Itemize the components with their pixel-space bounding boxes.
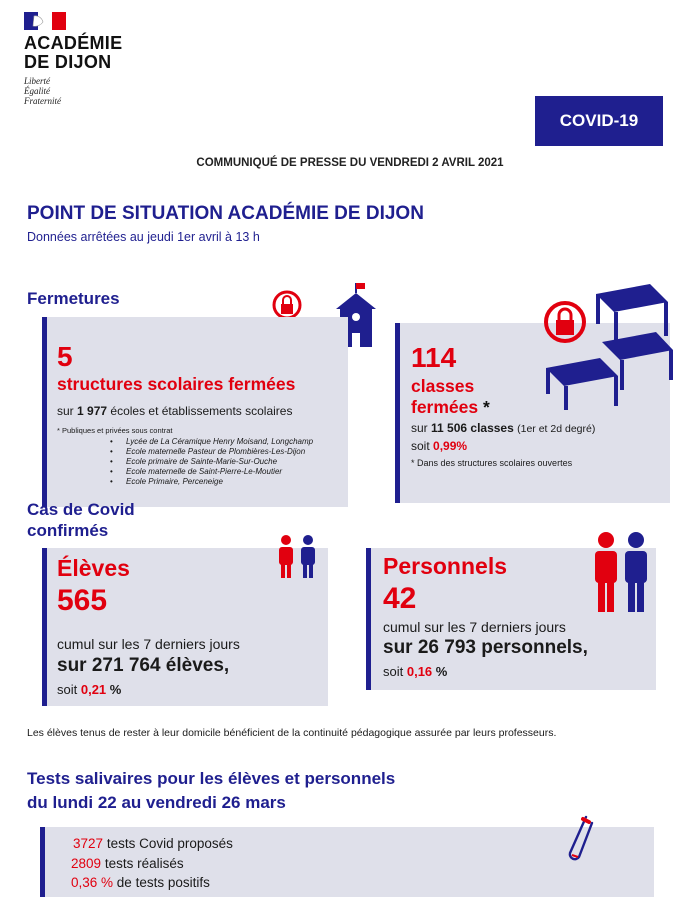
tests-positive-label: de tests positifs [116,875,210,890]
classes-label-line2: fermées [411,397,479,417]
structures-sur-suffix: écoles et établissements scolaires [110,404,293,418]
tests-done-value: 2809 [71,855,102,871]
motto-fraternite: Fraternité [24,96,61,106]
personnels-soit-value: 0,16 [406,664,433,679]
structures-total [57,404,292,418]
list-item: • Ecole primaire de Sainte-Marie-Sur-Ouche [98,457,313,467]
structures-note: * Publiques et privées sous contrat [57,426,173,435]
list-item [0,873,233,893]
list-item: • Lycée de La Céramique Henry Moisand, Longchamp [98,437,313,447]
personnels-total: sur 26 793 personnels, [383,637,588,658]
tests-positive-value: 0,36 % [71,875,114,890]
tests-list [0,834,233,893]
continuity-note: Les élèves tenus de rester à leur domicile bénéficient de la continuité pédagogique assurée par leurs professeurs. [27,727,557,739]
list-item: • Ecole Primaire, Perceneige [98,477,313,487]
list-item: • Ecole maternelle de Saint-Pierre-Le-Moutier [98,467,313,477]
staff-icon [590,532,652,616]
marianne-flag-icon [24,12,66,30]
classes-star: * [483,397,490,417]
tests-proposed-value: 3727 [73,836,104,851]
students-icon [275,534,321,580]
personnels-label: Personnels [383,553,507,579]
structures-panel-bar [42,317,47,507]
cases-heading-line1: Cas de Covid [27,500,135,519]
eleves-number: 565 [57,584,108,617]
tests-heading-line1: Tests salivaires pour les élèves et personnels [27,769,396,788]
closures-heading: Fermetures [27,289,120,308]
page-title: POINT DE SITUATION ACADÉMIE DE DIJON [27,203,424,224]
personnels-panel-bar [366,548,371,690]
classes-label-line1: classes [411,376,475,396]
tests-proposed-label: tests Covid proposés [106,836,233,851]
classes-sur-value: 11 506 classes [431,421,514,435]
classes-total [411,421,595,435]
personnels-ratio [383,664,447,679]
personnels-soit-suffix: % [435,664,448,679]
structures-sur-prefix: sur [57,404,74,418]
logo-line1: ACADÉMIE [24,33,123,53]
classes-sur-prefix: sur [411,421,428,435]
structures-sur-value: 1 977 [77,404,108,418]
tests-heading-line2: du lundi 22 au vendredi 26 mars [27,793,286,812]
eleves-soit-suffix: % [109,682,122,697]
logo-line2: DE DIJON [24,52,112,72]
structures-number: 5 [57,341,73,372]
tests-done-label: tests réalisés [104,855,184,871]
logo-motto [24,76,61,106]
closed-schools-list [80,437,313,487]
list-item [0,834,233,854]
eleves-total: sur 271 764 élèves, [57,655,230,676]
personnels-cumul: cumul sur les 7 derniers jours [383,619,566,635]
classes-soit-value: 0,99% [433,439,468,453]
logo-name [24,34,122,72]
tests-heading [27,767,395,815]
eleves-cumul: cumul sur les 7 derniers jours [57,636,240,652]
classes-soit-prefix: soit [411,439,430,453]
classes-number: 114 [411,342,457,373]
eleves-label: Élèves [57,555,130,581]
eleves-soit-prefix: soit [57,682,78,697]
structures-label: structures scolaires fermées [57,374,296,394]
page-subtitle: Données arrêtées au jeudi 1er avril à 13 h [27,230,260,244]
classes-label [411,376,490,418]
eleves-panel-bar [42,548,47,706]
press-line: COMMUNIQUÉ DE PRESSE DU VENDREDI 2 AVRIL 2021 [196,157,504,169]
personnels-soit-prefix: soit [383,664,404,679]
list-item [0,854,233,874]
closed-tables-icon [538,282,673,412]
eleves-ratio [57,682,121,697]
cases-heading-line2: confirmés [27,521,109,540]
motto-egalite: Égalité [24,86,50,96]
eleves-soit-value: 0,21 [80,682,107,697]
classes-ratio [411,439,467,453]
cases-heading [27,499,135,541]
saliva-test-tube-icon [562,815,594,865]
personnels-number: 42 [383,582,417,615]
classes-note: * Dans des structures scolaires ouvertes [411,458,573,468]
covid-badge: COVID-19 [535,96,663,146]
classes-panel-bar [395,323,400,503]
list-item: • Ecole maternelle Pasteur de Plombières-Les-Dijon [98,447,313,457]
classes-sur-suffix: (1er et 2d degré) [517,423,596,435]
motto-liberte: Liberté [24,76,50,86]
